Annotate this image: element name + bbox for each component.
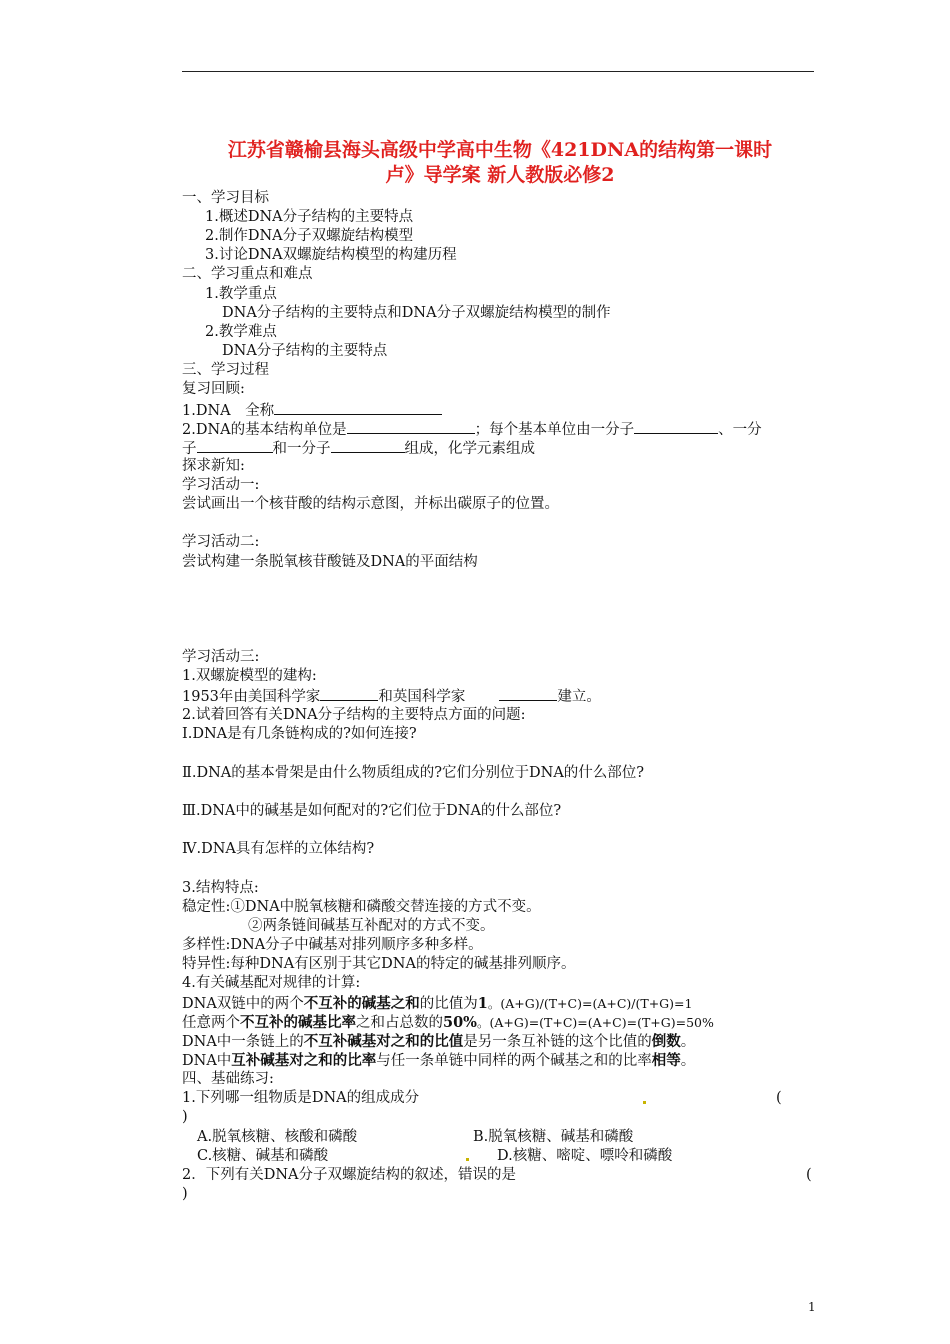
section-heading-practice: 四、基础练习:: [182, 1071, 274, 1087]
question-i: Ⅰ.DNA是有几条链构成的?如何连接?: [182, 726, 417, 742]
page-number: 1: [808, 1300, 816, 1314]
rule-emphasis: 互补碱基对之和的比率: [231, 1052, 377, 1069]
rule-text: DNA中: [182, 1053, 232, 1069]
activity-3-label: 学习活动三:: [182, 649, 260, 665]
rule-emphasis: 不互补的碱基之和: [303, 995, 420, 1012]
answer-paren-close: ): [182, 1186, 188, 1202]
answer-blank[interactable]: [331, 438, 405, 453]
rule-emphasis: 倒数: [651, 1033, 681, 1050]
mark-dot: [466, 1158, 469, 1161]
specificity: 特异性:每种DNA有区别于其它DNA的特定的碱基排列顺序。: [182, 956, 576, 972]
activity-1-text: 尝试画出一个核苷酸的结构示意图，并标出碳原子的位置。: [182, 496, 559, 512]
features-label: 3.结构特点:: [182, 880, 259, 896]
rule-emphasis: 50%: [443, 1014, 477, 1031]
rule-formula: 。(A+G)/(T+C)=(A+C)/(T+G)=1: [487, 996, 693, 1011]
model-history: [182, 686, 601, 707]
question-dna-fullname: [182, 400, 442, 421]
rule-1: [182, 994, 692, 1014]
stability-b: ②两条链间碱基互补配对的方式不变。: [248, 918, 495, 934]
document-title-line1: 江苏省赣榆县海头高级中学高中生物《421DNA的结构第一课时: [227, 139, 773, 161]
rule-2: [182, 1013, 714, 1033]
answer-blank[interactable]: [634, 419, 718, 434]
difficulty-text: DNA分子结构的主要特点: [222, 343, 388, 359]
question-text: 子: [182, 441, 197, 457]
mark-dot: [643, 1101, 646, 1104]
question-iii: Ⅲ.DNA中的碱基是如何配对的?它们位于DNA的什么部位?: [182, 803, 562, 819]
answer-blank[interactable]: [197, 438, 273, 453]
rule-text: 。: [680, 1034, 696, 1050]
option-a: A.脱氧核糖、核酸和磷酸: [197, 1129, 358, 1145]
answer-paren-open: (: [806, 1167, 812, 1183]
question-text: ；每个基本单位由一分子: [474, 422, 635, 438]
question-iv: Ⅳ.DNA具有怎样的立体结构?: [182, 841, 375, 857]
question-ii: Ⅱ.DNA的基本骨架是由什么物质组成的?它们分别位于DNA的什么部位?: [182, 765, 645, 781]
rule-4: [182, 1051, 695, 1071]
rule-emphasis: 不互补的碱基比率: [240, 1014, 356, 1031]
rule-text: DNA双链中的两个: [182, 996, 304, 1012]
option-c: C.核糖、碱基和磷酸: [197, 1148, 329, 1164]
goal-item: 3.讨论DNA双螺旋结构模型的构建历程: [205, 247, 457, 263]
document-title-line2: 卢》导学案 新人教版必修2: [385, 164, 615, 186]
rule-emphasis: 相等: [651, 1052, 681, 1069]
rule-3: [182, 1032, 695, 1052]
review-label: 复习回顾:: [182, 381, 245, 397]
practice-question-2: 2．下列有关DNA分子双螺旋结构的叙述，错误的是: [182, 1167, 517, 1183]
activity-1-label: 学习活动一:: [182, 477, 260, 493]
section-heading-goals: 一、学习目标: [182, 190, 269, 206]
rule-emphasis: 不互补碱基对之和的比值: [303, 1033, 464, 1050]
question-text: 组成，化学元素组成: [404, 441, 535, 457]
question-text: 1953年由美国科学家: [182, 689, 321, 705]
question-dna-unit-cont: [182, 438, 535, 459]
question-text: 、一分: [718, 422, 762, 438]
calc-label: 4.有关碱基配对规律的计算:: [182, 975, 361, 991]
answer-paren-open: (: [776, 1090, 782, 1106]
difficulty-label: 2.教学难点: [205, 324, 277, 340]
question-text: 和英国科学家: [378, 689, 466, 705]
goal-item: 1.概述DNA分子结构的主要特点: [205, 209, 414, 225]
option-d: D.核糖、嘧啶、嘌呤和磷酸: [497, 1148, 673, 1164]
key-point-text: DNA分子结构的主要特点和DNA分子双螺旋结构模型的制作: [222, 305, 611, 321]
activity-2-label: 学习活动二:: [182, 534, 260, 550]
stability-a: 稳定性:①DNA中脱氧核糖和磷酸交替连接的方式不变。: [182, 899, 541, 915]
key-point-label: 1.教学重点: [205, 286, 277, 302]
rule-formula: 。(A+G)=(T+C)=(A+C)=(T+G)=50%: [476, 1015, 714, 1030]
answer-blank[interactable]: [499, 686, 557, 701]
rule-emphasis: 1: [477, 995, 488, 1012]
answer-paren-close: ): [182, 1109, 188, 1125]
question-text: 2.DNA的基本结构单位是: [182, 422, 347, 438]
rule-text: 与任一条单链中同样的两个碱基之和的比率: [376, 1053, 652, 1069]
question-text: 1.DNA 全称: [182, 403, 275, 419]
rule-text: 是另一条互补链的这个比值的: [463, 1034, 652, 1050]
explore-label: 探求新知:: [182, 458, 245, 474]
answer-blank[interactable]: [347, 419, 475, 434]
model-label: 1.双螺旋模型的建构:: [182, 668, 317, 684]
goal-item: 2.制作DNA分子双螺旋结构模型: [205, 228, 414, 244]
rule-text: 任意两个: [182, 1015, 240, 1031]
section-heading-key-points: 二、学习重点和难点: [182, 266, 313, 282]
header-rule: [182, 71, 814, 72]
rule-text: 的比值为: [419, 996, 478, 1012]
question-dna-unit: [182, 419, 762, 440]
answer-blank[interactable]: [320, 686, 378, 701]
question-text: 建立。: [557, 689, 601, 705]
rule-text: DNA中一条链上的: [182, 1034, 304, 1050]
section-heading-process: 三、学习过程: [182, 362, 269, 378]
activity-2-text: 尝试构建一条脱氧核苷酸链及DNA的平面结构: [182, 554, 478, 570]
questions-intro: 2.试着回答有关DNA分子结构的主要特点方面的问题:: [182, 707, 526, 723]
question-text: 和一分子: [272, 441, 331, 457]
rule-text: 。: [680, 1053, 696, 1069]
diversity: 多样性:DNA分子中碱基对排列顺序多种多样。: [182, 937, 483, 953]
practice-question-1: 1.下列哪一组物质是DNA的组成成分: [182, 1090, 420, 1106]
option-b: B.脱氧核糖、碱基和磷酸: [473, 1129, 634, 1145]
answer-blank[interactable]: [274, 400, 442, 415]
rule-text: 之和占总数的: [356, 1015, 443, 1031]
